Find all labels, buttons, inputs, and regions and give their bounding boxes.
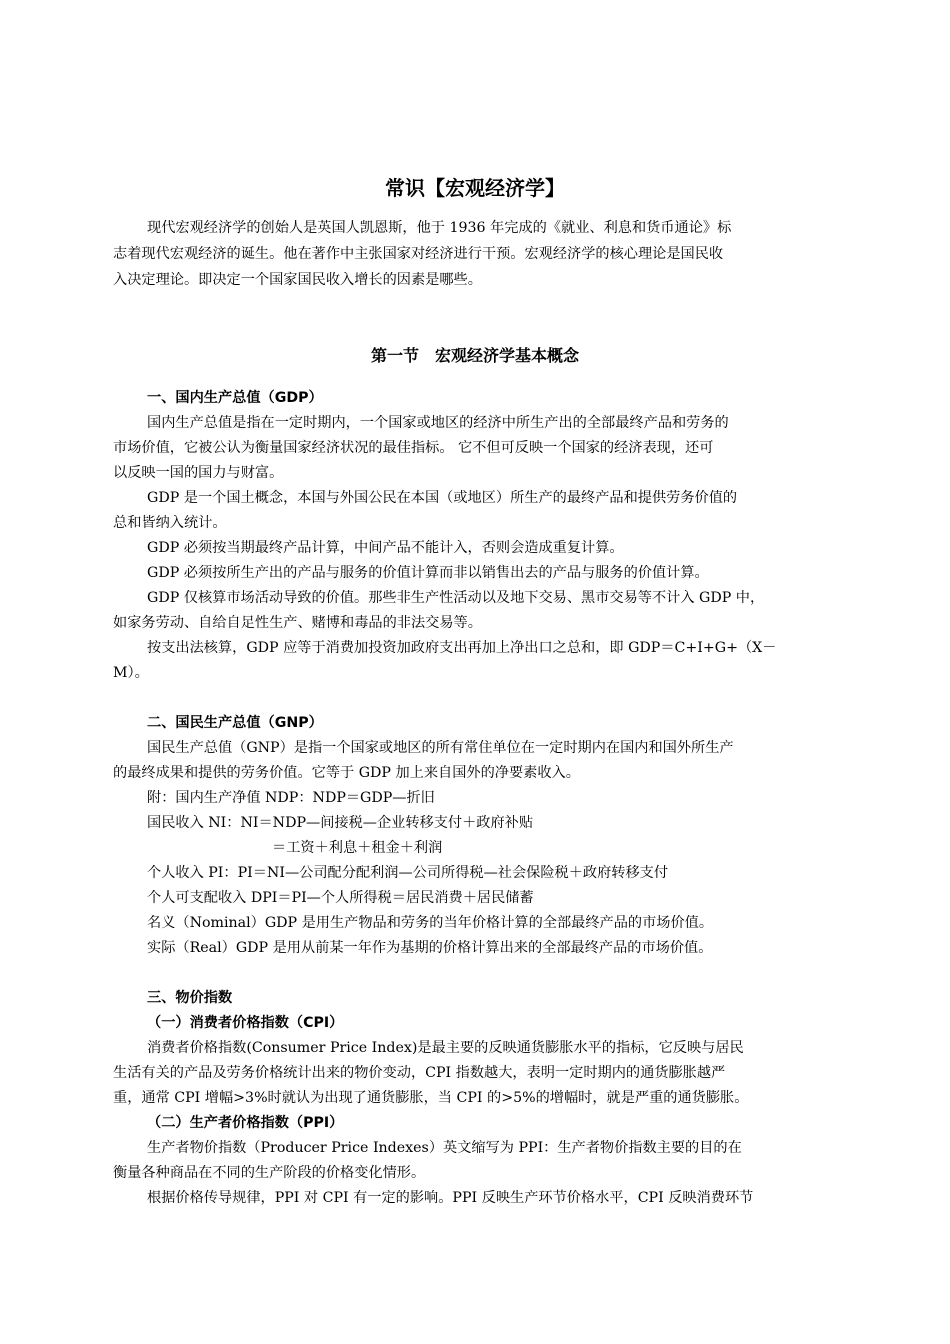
ppi-line: 生产者物价指数（Producer Price Indexes）英文缩写为 PPI：生产者物价指数主要的目的在	[147, 1140, 742, 1156]
gdp-line: M）。	[113, 665, 149, 681]
price-heading: 三、物价指数	[147, 990, 233, 1006]
intro-line: 现代宏观经济学的创始人是英国人凯恩斯，他于 1936 年完成的《就业、利息和货币通论》标	[147, 220, 732, 236]
gdp-line: GDP 仅核算市场活动导致的价值。那些非生产性活动以及地下交易、黑市交易等不计入 GDP 中，	[147, 590, 765, 606]
gnp-line: 名义（Nominal）GDP 是用生产物品和劳务的当年价格计算的全部最终产品的市场价值。	[147, 915, 714, 931]
gnp-line: 的最终成果和提供的劳务价值。它等于 GDP 加上来自国外的净要素收入。	[113, 765, 580, 781]
gnp-line: 实际（Real）GDP 是用从前某一年作为基期的价格计算出来的全部最终产品的市场价值。	[147, 940, 713, 956]
intro-line: 入决定理论。即决定一个国家国民收入增长的因素是哪些。	[113, 272, 482, 288]
gnp-heading: 二、国民生产总值（GNP）	[147, 715, 323, 731]
gnp-line: 国民生产总值（GNP）是指一个国家或地区的所有常住单位在一定时期内在国内和国外所生产	[147, 740, 734, 756]
cpi-line: 重，通常 CPI 增幅>3%时就认为出现了通货膨胀，当 CPI 的>5%的增幅时，就是严重的通货膨胀。	[113, 1090, 749, 1106]
gnp-line: 个人可支配收入 DPI＝PI—个人所得税＝居民消费＋居民储蓄	[147, 890, 534, 906]
gdp-line: 按支出法核算，GDP 应等于消费加投资加政府支出再加上净出口之总和，即 GDP＝C+I+G+（X－	[147, 640, 777, 656]
gdp-line: GDP 是一个国土概念，本国与外国公民在本国（或地区）所生产的最终产品和提供劳务价值的	[147, 490, 738, 506]
section-title: 第一节 宏观经济学基本概念	[370, 346, 579, 365]
doc-title: 常识【宏观经济学】	[385, 176, 565, 200]
ppi-line: 根据价格传导规律，PPI 对 CPI 有一定的影响。PPI 反映生产环节价格水平，CPI 反映消费环节	[147, 1190, 754, 1206]
gnp-line: 附：国内生产净值 NDP：NDP＝GDP—折旧	[147, 790, 435, 806]
cpi-line: 消费者价格指数(Consumer Price Index)是最主要的反映通货膨胀水平的指标，它反映与居民	[147, 1040, 744, 1056]
gdp-line: 国内生产总值是指在一定时期内，一个国家或地区的经济中所生产出的全部最终产品和劳务的	[147, 415, 729, 431]
cpi-heading: （一）消费者价格指数（CPI）	[147, 1015, 344, 1031]
gnp-line: 国民收入 NI：NI＝NDP—间接税—企业转移支付＋政府补贴	[147, 815, 534, 831]
gdp-line: 总和皆纳入统计。	[113, 515, 227, 531]
cpi-line: 生活有关的产品及劳务价格统计出来的物价变动，CPI 指数越大，表明一定时期内的通货膨胀越严	[113, 1065, 726, 1081]
gdp-line: 以反映一国的国力与财富。	[113, 465, 284, 481]
gdp-line: GDP 必须按当期最终产品计算，中间产品不能计入，否则会造成重复计算。	[147, 540, 624, 556]
ppi-heading: （二）生产者价格指数（PPI）	[147, 1115, 344, 1131]
gdp-line: GDP 必须按所生产出的产品与服务的价值计算而非以销售出去的产品与服务的价值计算。	[147, 565, 709, 581]
gdp-heading: 一、国内生产总值（GDP）	[147, 390, 323, 406]
gnp-line: ＝工资＋利息＋租金＋利润	[272, 840, 443, 856]
gdp-line: 市场价值，它被公认为衡量国家经济状况的最佳指标。 它不但可反映一个国家的经济表现，还可	[113, 440, 714, 456]
ppi-line: 衡量各种商品在不同的生产阶段的价格变化情形。	[113, 1165, 426, 1181]
gnp-line: 个人收入 PI：PI＝NI—公司配分配利润—公司所得税—社会保险税＋政府转移支付	[147, 865, 669, 881]
gdp-line: 如家务劳动、自给自足性生产、赌博和毒品的非法交易等。	[113, 615, 482, 631]
intro-line: 志着现代宏观经济的诞生。他在著作中主张国家对经济进行干预。宏观经济学的核心理论是国民收	[113, 246, 724, 262]
